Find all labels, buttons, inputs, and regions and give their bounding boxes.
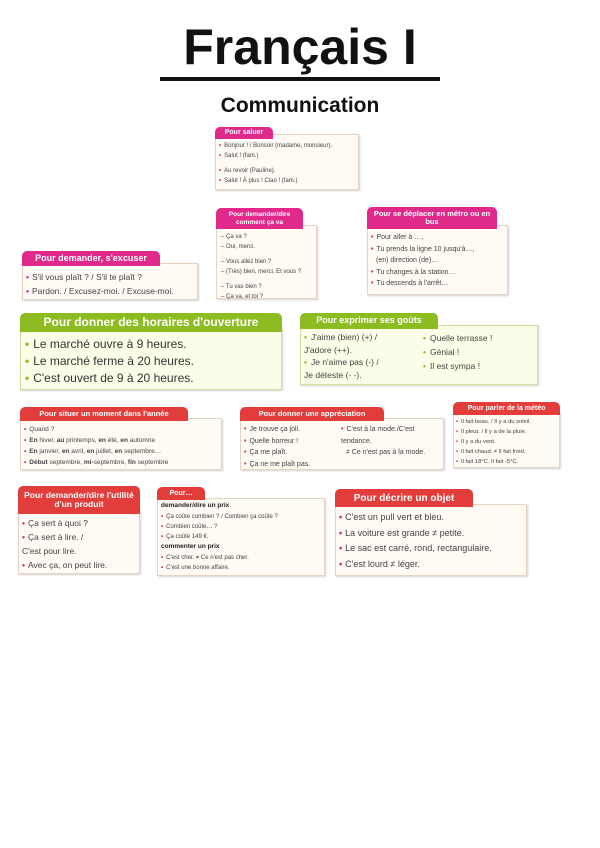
card-prix-lines-2 — [161, 553, 249, 573]
card-saluer-lines — [219, 141, 332, 186]
card-meteo-header: Pour parler de la météo — [453, 402, 560, 415]
list-item: • Quelle horreur ! — [244, 437, 299, 445]
list-item: • Tu changes à la station… — [371, 268, 456, 276]
card-comment-ca-va-lines — [221, 232, 301, 302]
list-item: • Bonjour ! / Bonsoir (madame, monsieur). — [219, 143, 333, 149]
list-item: • Avec ça, on peut lire. — [22, 560, 108, 570]
list-item: • Ça sert à lire. / — [22, 532, 84, 542]
list-item: – Ça va ? — [221, 234, 247, 240]
card-utilite-header: Pour demander/dire l'utilité d'un produit — [18, 486, 140, 514]
card-appreciation-col2 — [341, 424, 425, 459]
list-item: • Il pleut. / Il y a de la pluie. — [456, 429, 527, 435]
page-subtitle: Communication — [220, 94, 380, 117]
list-item: J'adore (++). — [304, 344, 352, 355]
card-deplacer-header: Pour se déplacer en métro ou en bus — [367, 207, 497, 229]
card-gouts-col2 — [423, 331, 492, 373]
card-saluer-header: Pour saluer — [215, 127, 273, 139]
card-prix-header: Pour… — [157, 487, 205, 500]
card-appreciation-header: Pour donner une appréciation — [240, 407, 384, 421]
list-item: (en) direction (de)… — [376, 257, 439, 264]
card-prix-lines-1 — [161, 512, 278, 542]
list-item: • Je n'aime pas (-) / — [304, 357, 379, 367]
list-item: C'est pour lire. — [22, 546, 77, 556]
page-title: Français I — [183, 19, 417, 75]
list-item: • Quelle terrasse ! — [423, 333, 493, 343]
list-item: • C'est à la mode./C'est — [341, 426, 415, 433]
list-item: • Combien coûte… ? — [161, 524, 218, 530]
list-item: • Je trouve ça joli. — [244, 426, 301, 433]
list-item: • Ça me plaît. — [244, 449, 288, 456]
list-item: • Pour aller à …, — [371, 234, 424, 241]
card-moment-lines — [24, 424, 168, 468]
list-item: • C'est un pull vert et bleu. — [339, 512, 444, 522]
list-item: • Tu descends à l'arrêt… — [371, 280, 449, 287]
card-meteo-lines — [456, 417, 531, 467]
list-item: • C'est cher. ≠ Ce n'est pas cher. — [161, 555, 249, 561]
list-item: – Vous allez bien ? — [221, 259, 272, 265]
list-item: • Ça coûte 149 €. — [161, 534, 209, 540]
list-item: • Il fait chaud. ≠ Il fait froid. — [456, 449, 526, 455]
list-item: • Ça ne me plaît pas. — [244, 460, 311, 468]
list-item: • Quand ? — [24, 426, 55, 433]
card-horaires-lines — [25, 336, 194, 387]
list-item: • La voiture est grande ≠ petite. — [339, 527, 465, 538]
list-item: – Ça va, et toi ? — [221, 294, 264, 300]
list-item: • J'aime (bien) (+) / — [304, 332, 378, 342]
list-item: – Tu vas bien ? — [221, 284, 262, 290]
list-item: • C'est une bonne affaire. — [161, 565, 230, 571]
list-item: • Il fait beau. / Il y a du soleil. — [456, 419, 531, 425]
list-item: • S'il vous plaît ? / S'il te plaît ? — [26, 272, 143, 282]
list-item: • Salut ! (fam.) — [219, 153, 259, 159]
card-prix-subheading-1: demander/dire un prix — [161, 502, 230, 509]
card-moment-header: Pour situer un moment dans l'année — [20, 407, 188, 421]
card-objet-lines — [339, 510, 492, 572]
list-item: • Salut ! À plus ! Ciao ! (fam.) — [219, 178, 298, 184]
card-gouts-col1 — [304, 331, 379, 381]
list-item: • Le marché ouvre à 9 heures. — [25, 337, 187, 351]
list-item: • Au revoir (Pauline). — [219, 168, 276, 174]
list-item: ≠ Ce n'est pas à la mode. — [346, 449, 426, 456]
list-item: • Pardon. / Excusez-moi. / Excuse-moi. — [26, 286, 174, 296]
list-item: • Ça coûte combien ? / Combien ça coûte ? — [161, 514, 278, 520]
card-prix-subheading-2: commenter un prix — [161, 543, 220, 550]
list-item: Je déteste (- -). — [304, 369, 362, 380]
list-item: • Il fait 18°C. Il fait -5°C. — [456, 459, 519, 465]
card-appreciation-col1 — [244, 424, 310, 470]
list-item: – (Très) bien, merci. Et vous ? — [221, 269, 302, 275]
card-horaires-header: Pour donner des horaires d'ouverture — [20, 313, 282, 332]
card-gouts-header: Pour exprimer ses goûts — [300, 313, 438, 329]
list-item: tendance. — [341, 437, 372, 445]
list-item: • C'est ouvert de 9 à 20 heures. — [25, 371, 194, 385]
list-item: • Tu prends la ligne 10 jusqu'à…, — [371, 245, 475, 253]
list-item: • En janvier, en avril, en juillet, en septembre… — [24, 448, 162, 455]
list-item: • En hiver, au printemps, en été, en automne — [24, 437, 156, 444]
list-item: • Début septembre, mi-septembre, fin septembre — [24, 459, 169, 466]
list-item: – Oui, merci. — [221, 244, 256, 250]
list-item: • Il y a du vent. — [456, 439, 496, 445]
card-deplacer-lines — [371, 232, 474, 290]
title-underline — [160, 77, 440, 81]
list-item: • Ça sert à quoi ? — [22, 518, 88, 528]
card-excuser-lines — [26, 270, 174, 298]
card-objet-header: Pour décrire un objet — [335, 489, 473, 507]
list-item: • Le sac est carré, rond, rectangulaire. — [339, 543, 492, 553]
card-comment-ca-va-header: Pour demander/dire comment ça va — [216, 208, 303, 229]
list-item: • Le marché ferme à 20 heures. — [25, 354, 194, 368]
card-utilite-lines — [22, 516, 107, 572]
list-item: • Il est sympa ! — [423, 361, 481, 371]
list-item: • Génial ! — [423, 347, 460, 357]
list-item: • C'est lourd ≠ léger. — [339, 558, 420, 569]
card-excuser-header: Pour demander, s'excuser — [22, 251, 160, 266]
